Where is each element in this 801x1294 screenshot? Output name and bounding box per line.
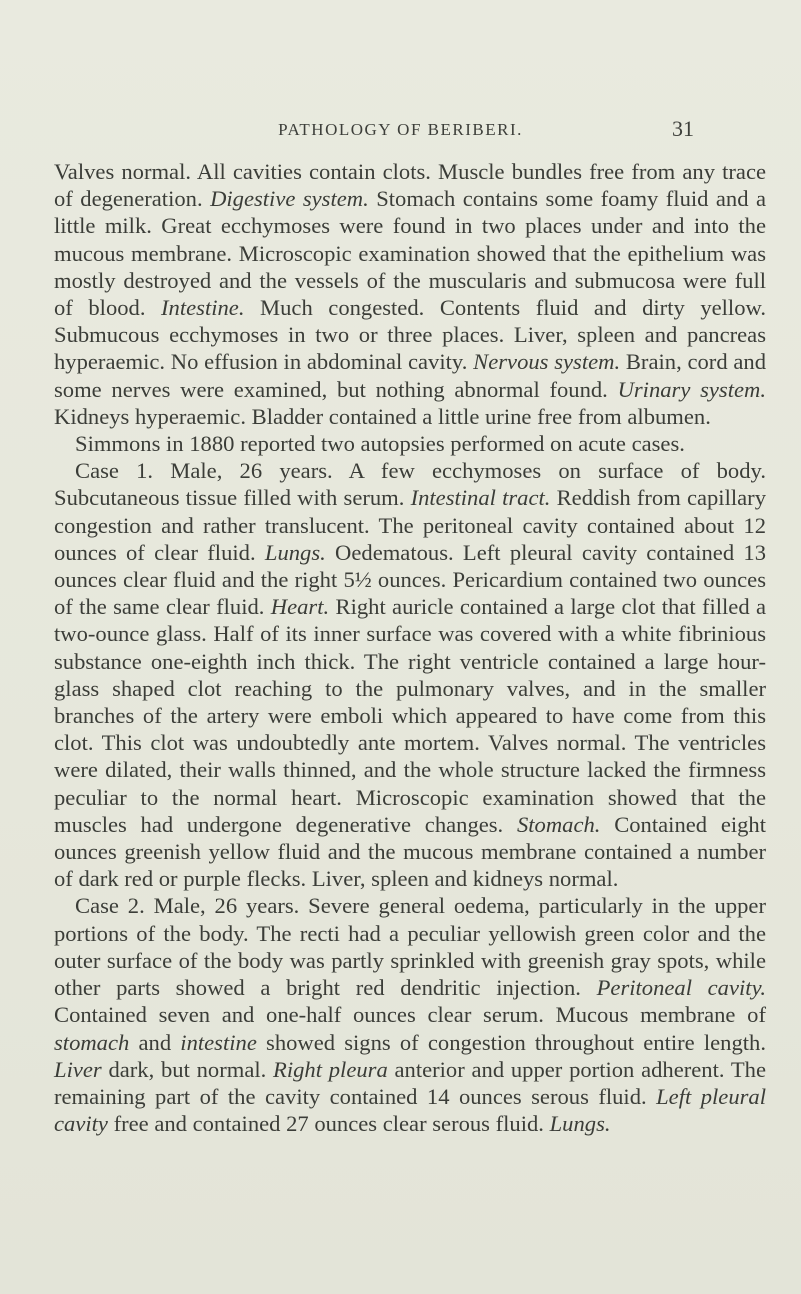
paragraph-case-1 [54, 457, 766, 892]
italic-heading: Peritoneal cavity. [596, 975, 766, 1001]
italic-heading: Right pleura [273, 1056, 388, 1082]
italic-heading: Urinary system. [617, 376, 766, 402]
text-run: Simmons in 1880 reported two autopsies performed on acute cases. [75, 431, 685, 457]
text-run: Case 1. Male, 26 years. A few ecchymoses on surface of body. Subcutaneous tissue filled with serum. [54, 458, 766, 511]
italic-heading: Intestinal tract. [410, 485, 551, 511]
italic-heading: Digestive system. [210, 186, 369, 212]
italic-heading: Lungs. [549, 1111, 611, 1137]
text-run: Much congested. Contents fluid and dirty yellow. Submucous ecchymoses in two or three places. Liver, spleen and pancreas hyperaemic. No effusion in abdominal cavity. [54, 295, 766, 375]
text-run: anterior and upper portion adherent. The remaining part of the cavity contained 14 ounces serous fluid. [54, 1056, 767, 1109]
body-text [54, 158, 766, 1137]
text-run: Stomach contains some foamy fluid and a little milk. Great ecchymoses were found in two places under and into the mucous membrane. Microscopic examination showed that the epithelium was mostly destroyed and the vessels of the muscularis and submucosa were full of blood. [54, 186, 767, 321]
text-run: dark, but normal. [101, 1056, 274, 1082]
italic-heading: Left pleural cavity [54, 1083, 766, 1137]
text-run: free and contained 27 ounces clear serous fluid. [107, 1111, 550, 1137]
text-run: and [129, 1029, 181, 1055]
text-run: Reddish from capillary congestion and rather translucent. The peritoneal cavity contained about 12 ounces of clear fluid. [54, 485, 766, 565]
italic-heading: Intestine. [161, 295, 245, 321]
italic-heading: Liver [54, 1056, 102, 1082]
italic-heading: intestine [180, 1029, 257, 1055]
italic-heading: Nervous system. [473, 349, 621, 375]
page-number: 31 [672, 116, 694, 141]
paragraph-simmons-intro [54, 430, 766, 457]
text-run: Case 2. Male, 26 years. Severe general oedema, particularly in the upper portions of the body. The recti had a peculiar yellowish green color and the outer surface of the body was partly sprinkled with greenish gray spots, while other parts showed a bright red dendritic injection. [54, 893, 766, 1001]
text-run: Oedematous. Left pleural cavity contained 13 ounces clear fluid and the right 5½ ounces. Pericardium contained two ounces of the same clear fluid. [54, 539, 766, 620]
paragraph-autopsy-findings [54, 158, 766, 430]
page-header [0, 116, 801, 146]
text-run: showed signs of congestion throughout entire length. [256, 1029, 766, 1055]
running-title: PATHOLOGY OF BERIBERI. [278, 120, 523, 139]
text-run: Valves normal. All cavities contain clots. Muscle bundles free from any trace of degeneration. [54, 159, 766, 212]
text-run: Kidneys hyperaemic. Bladder contained a little urine free from albumen. [54, 403, 711, 429]
italic-heading: Heart. [270, 594, 330, 620]
italic-heading: Lungs. [264, 539, 326, 565]
paragraph-case-2 [54, 892, 766, 1137]
text-run: Right auricle contained a large clot that filled a two-ounce glass. Half of its inner surface was covered with a white fibrinious substance one-eighth inch thick. The right ventricle contained a large hour-glass shaped clot reaching to the pulmonary valves, and in the smaller branches of the artery were emboli which appeared to have come from this clot. This clot was undoubtedly ante mortem. Valves normal. The ventricles were dilated, their walls thinned, and the whole structure lacked the firmness peculiar to the normal heart. Microscopic examination showed that the muscles had undergone degenerative changes. [54, 594, 766, 837]
text-run: Contained seven and one-half ounces clear serum. Mucous membrane of [54, 1002, 766, 1028]
italic-heading: stomach [54, 1029, 130, 1055]
text-run: Contained eight ounces greenish yellow fluid and the mucous membrane contained a number of dark red or purple flecks. Liver, spleen and kidneys normal. [54, 811, 766, 892]
italic-heading: Stomach. [516, 811, 601, 837]
text-run: Brain, cord and some nerves were examined, but nothing abnormal found. [54, 349, 766, 402]
